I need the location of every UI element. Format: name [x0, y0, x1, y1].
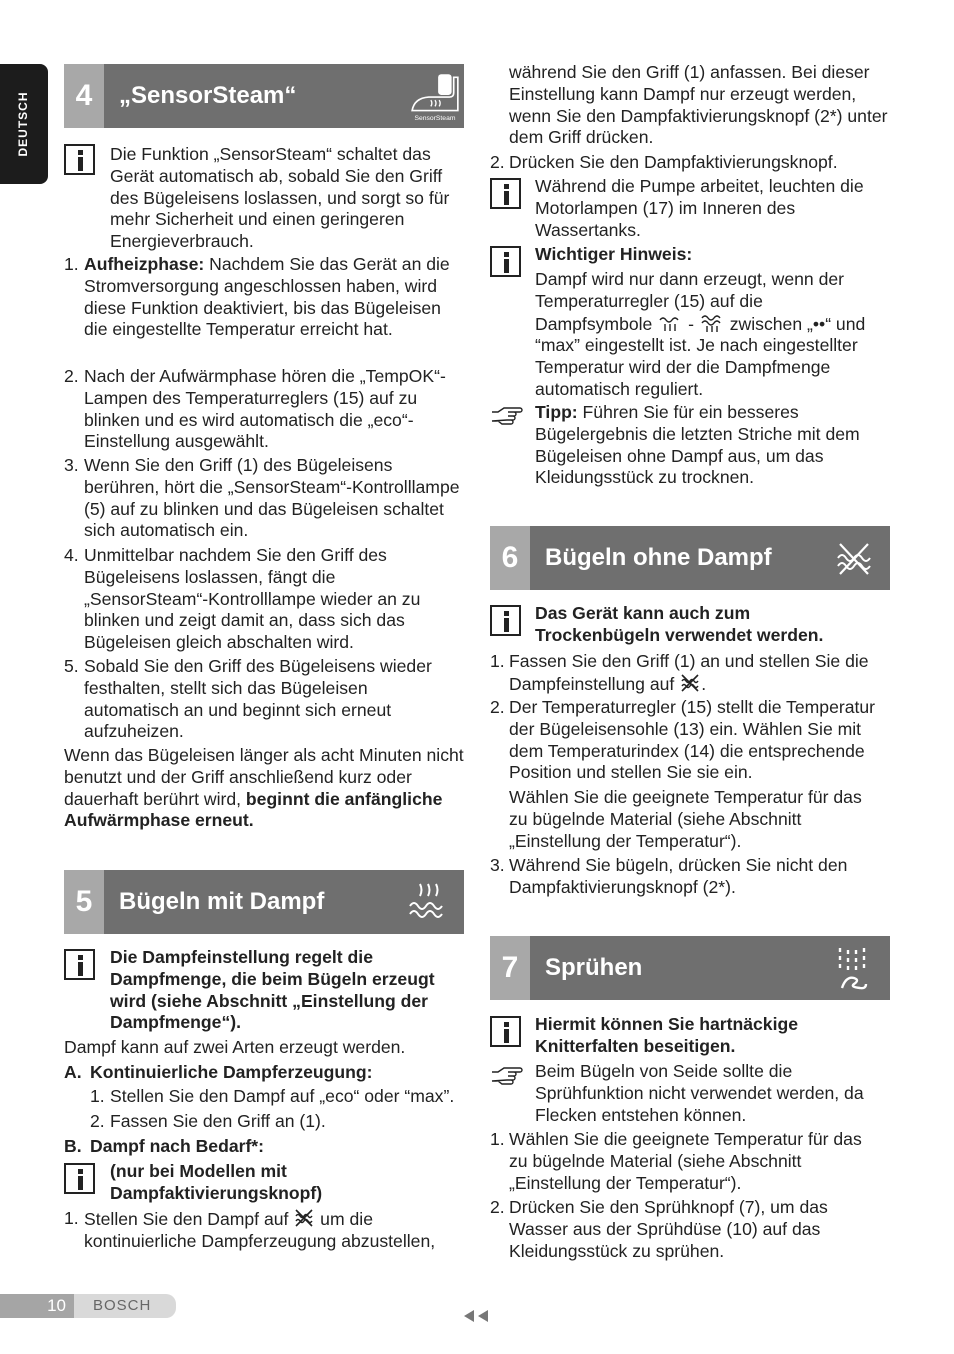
- sensorsteam-icon: [408, 68, 462, 124]
- tip-text: Tipp: Führen Sie für ein besseres Bügelergebnis die letzten Striche mit dem Bügeleisen ohne Dampf aus, um das Kleidungsstück zu trocknen.: [535, 402, 860, 488]
- section-4-intro: Die Funktion „SensorSteam“ schaltet das Gerät automatisch ab, sobald Sie den Griff des Bügeleisens loslassen, und sorgt so für mehr Sicherheit und einen geringeren Energieverbrauch.: [110, 144, 450, 252]
- info-icon: [64, 144, 95, 175]
- no-steam-icon: [828, 532, 880, 584]
- continued-text: während Sie den Griff (1) anfassen. Bei dieser Einstellung kann Dampf nur erzeugt werden, wenn Sie den Dampfaktivierungsknopf (2*) unter dem Griff drücken.: [509, 62, 888, 148]
- section-number: 4: [64, 64, 104, 128]
- section-5-header: [64, 870, 464, 934]
- section-5-info: Die Dampfeinstellung regelt die Dampfmenge, die beim Bügeln erzeugt wird (siehe Abschnitt „Einstellung der Dampfmenge“).: [110, 947, 435, 1033]
- section-5-para: Dampf kann auf zwei Arten erzeugt werden.: [64, 1037, 406, 1057]
- pump-info: Während die Pumpe arbeitet, leuchten die Motorlampen (17) im Inneren des Wassertanks.: [535, 176, 864, 240]
- important-note-text: Dampf wird nur dann erzeugt, wenn der Temperaturregler (15) auf die Dampfsymbole - zwischen „••“ und “max” eingestellt ist. Je nach eingestellter Temperatur wird der die Dampfmenge automatisch reguliert.: [535, 269, 866, 399]
- language-tab: [0, 64, 48, 184]
- language-tab-label: DEUTSCH: [16, 91, 31, 157]
- important-note-title: Wichtiger Hinweis:: [535, 244, 693, 264]
- section-6-note: Wählen Sie die geeignete Temperatur für das zu bügelnde Material (siehe Abschnitt „Einstellung der Temperatur“).: [509, 787, 862, 851]
- section-7-tip: Beim Bügeln von Seide sollte die Sprühfunktion nicht verwendet werden, da Flecken entstehen können.: [535, 1061, 864, 1125]
- option-b-label: B.: [64, 1136, 82, 1156]
- option-a-label: A.: [64, 1062, 82, 1082]
- section-6-header: [490, 526, 890, 590]
- section-title: „SensorSteam“: [119, 82, 297, 110]
- no-steam-icon: [679, 673, 701, 693]
- section-title: Sprühen: [545, 954, 643, 982]
- steam-icon: [402, 876, 454, 928]
- option-a-title: Kontinuierliche Dampferzeugung:: [90, 1062, 373, 1082]
- info-icon: [490, 605, 521, 636]
- info-icon: [64, 1163, 95, 1194]
- page-number: 10: [0, 1294, 74, 1318]
- sensorsteam-icon-caption: SensorSteam: [414, 114, 456, 122]
- section-number: 6: [490, 526, 530, 590]
- brand-name: BOSCH: [93, 1297, 152, 1314]
- pointing-hand-icon: [490, 1064, 524, 1086]
- info-icon: [490, 246, 521, 277]
- section-number: 5: [64, 870, 104, 934]
- pointing-hand-icon: [490, 404, 524, 426]
- info-icon: [490, 178, 521, 209]
- section-number: 7: [490, 936, 530, 1000]
- no-steam-icon: [293, 1208, 315, 1228]
- steam-large-icon: [699, 313, 725, 333]
- info-icon: [64, 949, 95, 980]
- previous-page-icon[interactable]: [462, 1308, 492, 1324]
- section-6-info: Das Gerät kann auch zum Trockenbügeln verwendet werden.: [535, 603, 824, 645]
- section-7-info: Hiermit können Sie hartnäckige Knitterfalten beseitigen.: [535, 1014, 799, 1056]
- section-4-header: [64, 64, 464, 128]
- section-title: Bügeln ohne Dampf: [545, 544, 772, 572]
- steam-small-icon: [657, 313, 683, 333]
- section-title: Bügeln mit Dampf: [119, 888, 325, 916]
- section-4-closing: Wenn das Bügeleisen länger als acht Minuten nicht benutzt und der Griff anschließend kurz oder dauerhaft berührt wird, beginnt die anfängliche Aufwärmphase erneut.: [64, 745, 464, 831]
- option-b-info: (nur bei Modellen mit Dampfaktivierungsknopf): [110, 1161, 323, 1203]
- spray-icon: [828, 942, 880, 994]
- option-b-title: Dampf nach Bedarf*:: [90, 1136, 265, 1156]
- section-7-header: [490, 936, 890, 1000]
- info-icon: [490, 1016, 521, 1047]
